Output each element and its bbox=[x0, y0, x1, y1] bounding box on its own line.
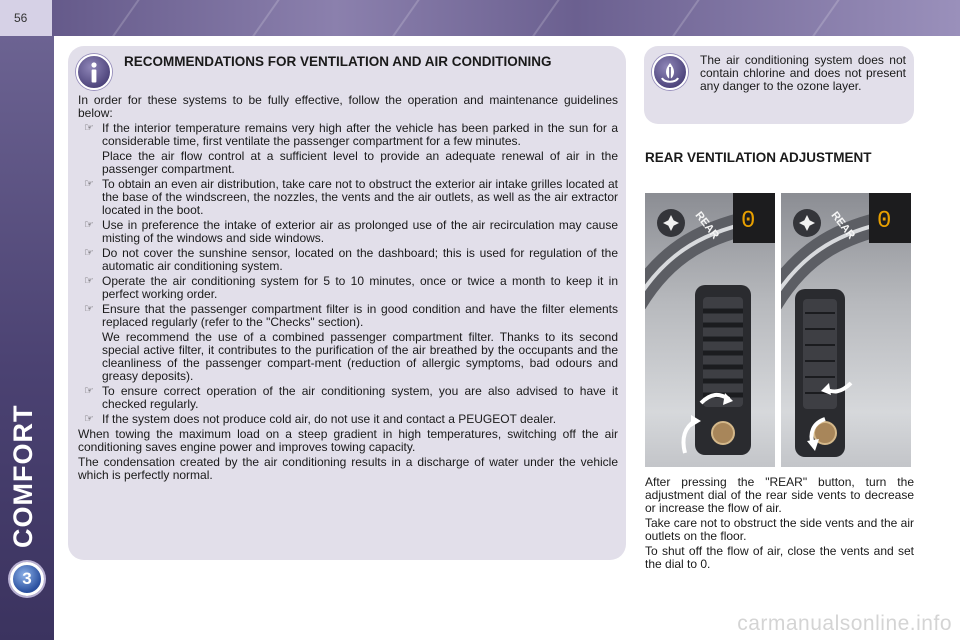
section-label bbox=[8, 508, 39, 548]
pointing-hand-icon: ☞ bbox=[84, 122, 94, 134]
rear-instruction-2: Take care not to obstruct the side vents and the air outlets on the floor. bbox=[645, 516, 914, 543]
rear-instruction-3: To shut off the flow of air, close the vents and set the dial to 0. bbox=[645, 544, 914, 571]
pointing-hand-icon: ☞ bbox=[84, 219, 94, 231]
ozone-note-text: The air conditioning system does not contain chlorine and does not present any danger to the ozone layer. bbox=[700, 53, 906, 93]
list-item-note: Place the air flow control at a sufficient level to provide an adequate renewal of air in the passenger compartment. bbox=[102, 149, 618, 176]
towing-note: When towing the maximum load on a steep gradient in high temperatures, switching off the air conditioning saves engine power and improves towing capacity. bbox=[78, 427, 618, 454]
pointing-hand-icon: ☞ bbox=[84, 178, 94, 190]
rear-vent-photo-decrease bbox=[645, 193, 775, 467]
pointing-hand-icon: ☞ bbox=[84, 385, 94, 397]
list-item-note: We recommend the use of a combined passenger compartment filter. Thanks to its second special active filter, it contributes to the purification of the air breathed by the occupants and the cleanliness of the passenger compart-ment (reduction of allergic symptoms, bad odours and greasy deposits). bbox=[102, 330, 618, 383]
recommendations-title: RECOMMENDATIONS FOR VENTILATION AND AIR CONDITIONING bbox=[124, 54, 552, 69]
watermark: carmanualsonline.info bbox=[737, 612, 952, 635]
rear-label: REAR bbox=[828, 209, 858, 242]
list-item: ☞ To ensure correct operation of the air conditioning system, you are also advised to have it checked regularly. bbox=[84, 384, 618, 411]
header-band bbox=[0, 0, 960, 36]
info-icon bbox=[76, 54, 112, 90]
pointing-hand-icon: ☞ bbox=[84, 413, 94, 425]
condensation-note: The condensation created by the air conditioning results in a discharge of water under the vehicle which is perfectly normal. bbox=[78, 455, 618, 482]
rear-instruction-1: After pressing the "REAR" button, turn the adjustment dial of the rear side vents to decrease or increase the flow of air. bbox=[645, 475, 914, 515]
svg-text:0: 0 bbox=[741, 208, 756, 235]
intro-text: In order for these systems to be fully effective, follow the operation and maintenance guidelines below: bbox=[78, 93, 618, 120]
rear-ventilation-title: REAR VENTILATION ADJUSTMENT bbox=[645, 150, 872, 165]
list-item: ☞ Operate the air conditioning system for 5 to 10 minutes, once or twice a month to keep it in perfect working order. bbox=[84, 274, 618, 301]
page-number: 56 bbox=[0, 0, 52, 36]
ozone-note-panel bbox=[644, 46, 914, 124]
rear-label: REAR bbox=[692, 209, 722, 242]
list-item: ☞ Do not cover the sunshine sensor, located on the dashboard; this is used for regulation of the automatic air conditioning system. bbox=[84, 246, 618, 273]
section-sidebar bbox=[0, 36, 54, 640]
list-item: ☞ If the interior temperature remains very high after the vehicle has been parked in the sun for a considerable time, first ventilate the passenger compartment for a few minutes. bbox=[84, 121, 618, 148]
rear-vent-photo-increase bbox=[781, 193, 911, 467]
list-item: ☞ Use in preference the intake of exterior air as prolonged use of the air recirculation may cause misting of the windows and side windows. bbox=[84, 218, 618, 245]
rear-ventilation-body bbox=[645, 476, 914, 573]
list-item: ☞ Ensure that the passenger compartment filter is in good condition and have the filter elements replaced regularly (refer to the "Checks" section). bbox=[84, 302, 618, 329]
list-item: ☞ If the system does not produce cold air, do not use it and contact a PEUGEOT dealer. bbox=[84, 412, 557, 426]
recommendations-body bbox=[78, 94, 618, 484]
pointing-hand-icon: ☞ bbox=[84, 247, 94, 259]
svg-text:0: 0 bbox=[877, 208, 892, 235]
recommendations-panel bbox=[68, 46, 626, 560]
pointing-hand-icon: ☞ bbox=[84, 303, 94, 315]
environment-icon bbox=[652, 54, 688, 90]
pointing-hand-icon: ☞ bbox=[84, 275, 94, 287]
list-item: ☞ To obtain an even air distribution, take care not to obstruct the exterior air intake grilles located at the base of the windscreen, the nozzles, the vents and the air outlets, as well as the air extractor located in the boot. bbox=[84, 177, 618, 217]
chapter-badge: 3 bbox=[10, 562, 44, 596]
